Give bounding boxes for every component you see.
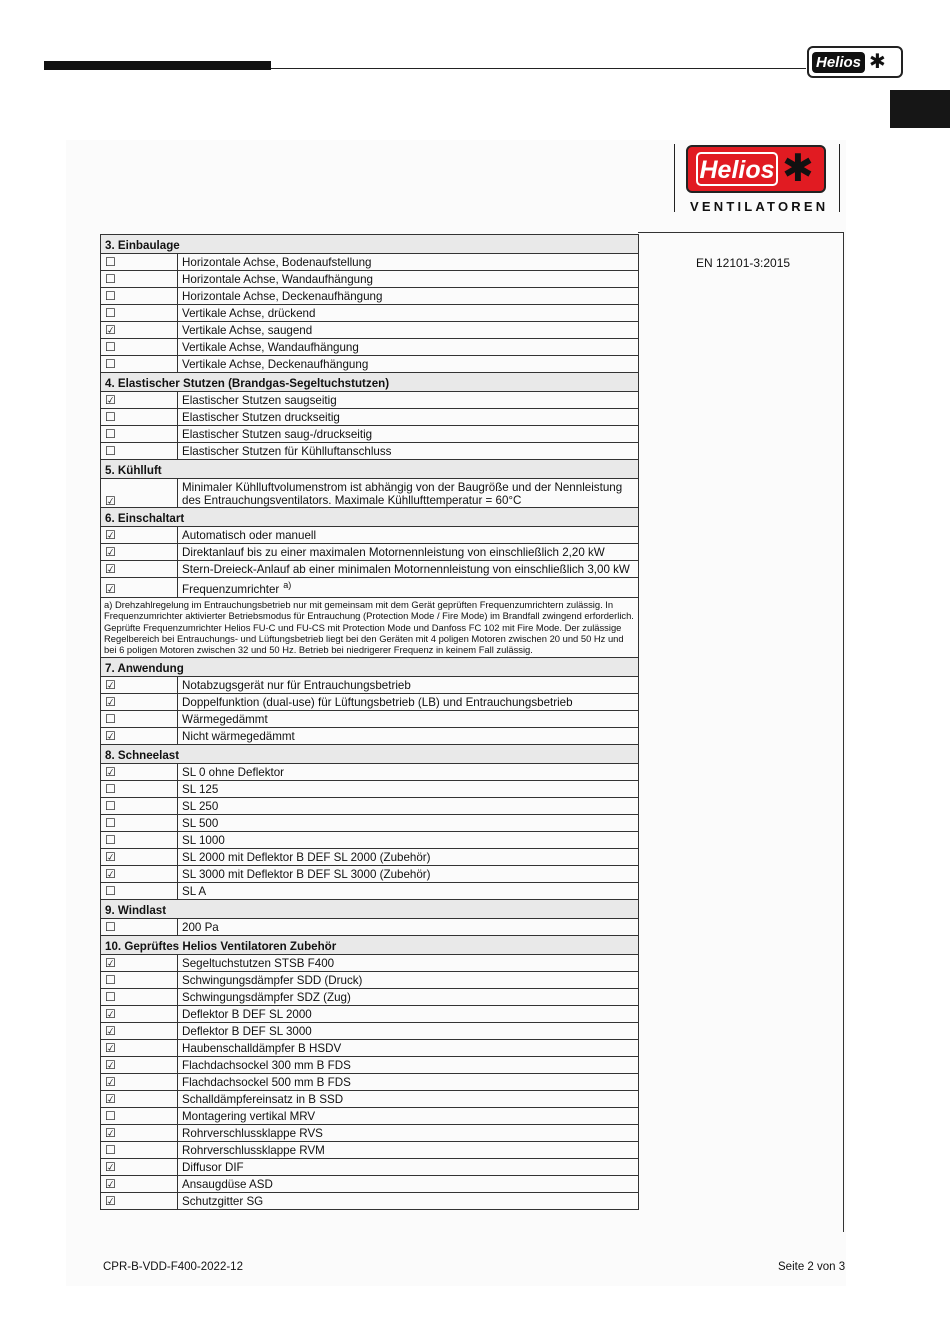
table-row (101, 1158, 639, 1175)
section-header (101, 744, 639, 763)
table-row (101, 288, 639, 305)
row-label (178, 727, 639, 744)
row-text: SL 125 (182, 782, 219, 796)
row-label (178, 797, 639, 814)
checkbox: ☐ (101, 254, 178, 271)
checkbox: ☐ (101, 814, 178, 831)
checkbox: ☐ (101, 971, 178, 988)
table-row (101, 763, 639, 780)
checkbox: ☐ (101, 339, 178, 356)
table-row (101, 693, 639, 710)
checkbox: ☐ (101, 288, 178, 305)
row-text: SL 1000 (182, 833, 225, 847)
checkbox: ☑ (101, 676, 178, 693)
row-label (178, 322, 639, 339)
document-id: CPR-B-VDD-F400-2022-12 (103, 1261, 243, 1273)
row-text: Schutzgitter SG (182, 1194, 264, 1208)
checkbox: ☑ (101, 392, 178, 409)
row-label (178, 479, 639, 508)
checkbox: ☑ (101, 527, 178, 544)
checkbox: ☑ (101, 1090, 178, 1107)
row-label (178, 578, 639, 598)
row-text: Horizontale Achse, Wandaufhängung (182, 273, 373, 286)
checkbox: ☑ (101, 1039, 178, 1056)
row-text: Deflektor B DEF SL 3000 (182, 1024, 312, 1038)
row-label (178, 676, 639, 693)
row-label (178, 1039, 639, 1056)
logo-subtitle: VENTILATOREN (690, 199, 829, 214)
row-label (178, 254, 639, 271)
section-title: 6. Einschaltart (101, 508, 639, 527)
section-header (101, 460, 639, 479)
checkbox: ☐ (101, 918, 178, 935)
table-row (101, 831, 639, 848)
checkbox: ☑ (101, 1056, 178, 1073)
table-row (101, 527, 639, 544)
table-row (101, 710, 639, 727)
table-row (101, 848, 639, 865)
checkbox: ☑ (101, 954, 178, 971)
section-title: 4. Elastischer Stutzen (Brandgas-Segeltuchstutzen) (101, 373, 639, 392)
row-text: SL A (182, 884, 207, 898)
row-text: Vertikale Achse, Deckenaufhängung (182, 358, 369, 371)
row-text: Segeltuchstutzen STSB F400 (182, 956, 335, 970)
fan-icon: ✱ (869, 51, 886, 73)
table-row (101, 814, 639, 831)
row-label (178, 848, 639, 865)
row-label (178, 710, 639, 727)
fan-icon: ✱ (782, 148, 814, 190)
table-row (101, 676, 639, 693)
row-text: Ansaugdüse ASD (182, 1177, 273, 1191)
table-row (101, 797, 639, 814)
row-label (178, 561, 639, 578)
checkbox: ☑ (101, 1175, 178, 1192)
table-row (101, 339, 639, 356)
row-label (178, 305, 639, 322)
table-row (101, 1192, 639, 1209)
section-header (101, 508, 639, 527)
checkbox: ☐ (101, 426, 178, 443)
row-text: SL 3000 mit Deflektor B DEF SL 3000 (Zubehör) (182, 867, 431, 881)
row-text: Montagering vertikal MRV (182, 1109, 316, 1123)
table-row (101, 1073, 639, 1090)
row-text: Stern-Dreieck-Anlauf ab einer minimalen Motornennleistung von einschließlich 3,00 kW (182, 563, 630, 576)
table-row (101, 988, 639, 1005)
row-text: Horizontale Achse, Bodenaufstellung (182, 256, 372, 269)
row-text: Direktanlauf bis zu einer maximalen Motornennleistung von einschließlich 2,20 kW (182, 546, 605, 559)
checkbox: ☑ (101, 1005, 178, 1022)
table-row (101, 561, 639, 578)
row-label (178, 1107, 639, 1124)
section-header (101, 935, 639, 954)
row-text: Nicht wärmegedämmt (182, 729, 295, 743)
section-title: 3. Einbaulage (101, 235, 639, 254)
checkbox: ☐ (101, 443, 178, 460)
checkbox: ☑ (101, 322, 178, 339)
row-text: Notabzugsgerät nur für Entrauchungsbetrieb (182, 678, 411, 692)
table-row (101, 544, 639, 561)
helios-header-logo (807, 46, 903, 78)
section-title: 7. Anwendung (101, 657, 639, 676)
row-label (178, 954, 639, 971)
table-row (101, 443, 639, 460)
row-text: 200 Pa (182, 920, 219, 934)
checkbox: ☐ (101, 305, 178, 322)
page-number: Seite 2 von 3 (778, 1261, 846, 1273)
logo-brand-text: Helios (696, 152, 778, 186)
table-row (101, 954, 639, 971)
checkbox: ☑ (101, 561, 178, 578)
checkbox: ☐ (101, 356, 178, 373)
row-label (178, 1192, 639, 1209)
checkbox: ☐ (101, 409, 178, 426)
checkbox: ☐ (101, 1141, 178, 1158)
specification-table (100, 234, 639, 1210)
row-label (178, 988, 639, 1005)
row-text: Haubenschalldämpfer B HSDV (182, 1041, 342, 1055)
section-title: 9. Windlast (101, 899, 639, 918)
checkbox: ☑ (101, 1022, 178, 1039)
table-row (101, 578, 639, 598)
table-row (101, 426, 639, 443)
header-rule-thick (44, 61, 271, 70)
checkbox: ☑ (101, 865, 178, 882)
table-row (101, 1022, 639, 1039)
footnote-marker: a) (283, 580, 292, 590)
table-row (101, 727, 639, 744)
table-row (101, 392, 639, 409)
row-text: Schalldämpfereinsatz in B SSD (182, 1092, 344, 1106)
row-text: Elastischer Stutzen für Kühlluftanschluss (182, 445, 392, 458)
checkbox: ☑ (101, 1124, 178, 1141)
checkbox: ☑ (101, 544, 178, 561)
section-header (101, 373, 639, 392)
helios-ventilatoren-logo (674, 144, 840, 214)
helios-header-logo-text: Helios (812, 52, 865, 73)
checkbox: ☑ (101, 727, 178, 744)
section-title: 8. Schneelast (101, 744, 639, 763)
row-text: Frequenzumrichter (182, 582, 280, 596)
table-row (101, 1090, 639, 1107)
right-column-top-border (638, 232, 843, 233)
table-row (101, 1039, 639, 1056)
row-label (178, 1158, 639, 1175)
checkbox: ☑ (101, 1073, 178, 1090)
checkbox: ☑ (101, 693, 178, 710)
checkbox: ☐ (101, 988, 178, 1005)
row-label (178, 271, 639, 288)
row-label (178, 1175, 639, 1192)
row-label (178, 544, 639, 561)
row-text: Horizontale Achse, Deckenaufhängung (182, 290, 383, 303)
checkbox: ☑ (101, 763, 178, 780)
table-row (101, 971, 639, 988)
row-text: Elastischer Stutzen druckseitig (182, 411, 340, 424)
row-label (178, 1090, 639, 1107)
table-row (101, 918, 639, 935)
checkbox: ☑ (101, 578, 178, 598)
footnote-text: a) Drehzahlregelung im Entrauchungsbetrieb nur mit gemeinsam mit dem Gerät geprüften Frequenzumrichtern zulässig. In Frequenzumrichter aktivierter Betriebsmodus für Entrauchung (Protection Mode / Fire Mode) im Brandfall zwingend erforderlich. Geprüfte Frequenzumrichter Helios FU-C und FU-CS mit Protection Mode und Danfoss FC 102 mit Fire Mode. Der zulässige Regelbereich bei Entrauchungs- und Lüftungsbetrieb liegt bei den Geräten mit 4 poligen Motoren zwischen 20 und 50 Hz und bei 6 poligen Motoren zwischen 32 und 50 Hz. Betrieb bei niedrigerer Frequenz in keinem Fall zulässig. (101, 597, 639, 657)
row-text: SL 2000 mit Deflektor B DEF SL 2000 (Zubehör) (182, 850, 431, 864)
row-label (178, 882, 639, 899)
row-label (178, 392, 639, 409)
row-text: Deflektor B DEF SL 2000 (182, 1007, 312, 1021)
row-text: SL 250 (182, 799, 219, 813)
table-row (101, 865, 639, 882)
row-text: Elastischer Stutzen saug-/druckseitig (182, 428, 373, 441)
row-label (178, 1141, 639, 1158)
row-label (178, 1005, 639, 1022)
row-label (178, 527, 639, 544)
row-label (178, 865, 639, 882)
table-row (101, 1124, 639, 1141)
section-title: 10. Geprüftes Helios Ventilatoren Zubehör (101, 935, 639, 954)
row-label (178, 780, 639, 797)
table-row (101, 882, 639, 899)
checkbox: ☐ (101, 797, 178, 814)
checkbox: ☐ (101, 780, 178, 797)
row-label (178, 918, 639, 935)
checkbox: ☐ (101, 710, 178, 727)
right-column-border (843, 232, 844, 1232)
row-label (178, 426, 639, 443)
row-label (178, 409, 639, 426)
row-text: SL 0 ohne Deflektor (182, 765, 285, 779)
row-text: Flachdachsockel 500 mm B FDS (182, 1075, 351, 1089)
row-label (178, 288, 639, 305)
row-label (178, 1022, 639, 1039)
section-header (101, 235, 639, 254)
table-row (101, 356, 639, 373)
checkbox: ☑ (101, 479, 178, 508)
row-label (178, 814, 639, 831)
row-label (178, 339, 639, 356)
table-row (101, 780, 639, 797)
row-text: Schwingungsdämpfer SDD (Druck) (182, 973, 363, 987)
row-text: Rohrverschlussklappe RVS (182, 1126, 323, 1140)
checkbox: ☐ (101, 882, 178, 899)
section-title: 5. Kühlluft (101, 460, 639, 479)
row-label (178, 1124, 639, 1141)
row-text: Elastischer Stutzen saugseitig (182, 394, 337, 407)
table-row (101, 1107, 639, 1124)
row-text: Vertikale Achse, drückend (182, 307, 316, 320)
table-row (101, 271, 639, 288)
checkbox: ☑ (101, 848, 178, 865)
norm-reference: EN 12101-3:2015 (696, 256, 791, 270)
row-label (178, 356, 639, 373)
row-text: Automatisch oder manuell (182, 529, 317, 542)
row-label (178, 971, 639, 988)
checkbox: ☐ (101, 1107, 178, 1124)
table-row (101, 254, 639, 271)
row-text: SL 500 (182, 816, 219, 830)
row-text: Wärmegedämmt (182, 712, 268, 726)
chapter-tab (890, 90, 950, 128)
row-text: Vertikale Achse, saugend (182, 324, 313, 337)
row-text: Diffusor DIF (182, 1160, 244, 1174)
header-rule-thin (271, 68, 806, 69)
row-label (178, 1073, 639, 1090)
table-row (101, 1141, 639, 1158)
checkbox: ☑ (101, 1158, 178, 1175)
row-text: Rohrverschlussklappe RVM (182, 1143, 325, 1157)
table-row (101, 409, 639, 426)
table-row (101, 1056, 639, 1073)
row-text: Vertikale Achse, Wandaufhängung (182, 341, 359, 354)
row-label (178, 831, 639, 848)
section-header (101, 899, 639, 918)
footnote-row (101, 597, 639, 657)
table-row (101, 479, 639, 508)
checkbox: ☐ (101, 271, 178, 288)
table-row (101, 1005, 639, 1022)
row-label (178, 693, 639, 710)
row-text: Schwingungsdämpfer SDZ (Zug) (182, 990, 351, 1004)
row-text: Minimaler Kühlluftvolumenstrom ist abhängig von der Baugröße und der Nennleistung des Entrauchungsventilators. Maximale Kühllufttemperatur = 60°C (182, 481, 623, 507)
table-row (101, 1175, 639, 1192)
checkbox: ☑ (101, 1192, 178, 1209)
table-row (101, 305, 639, 322)
section-header (101, 657, 639, 676)
row-label (178, 443, 639, 460)
row-label (178, 1056, 639, 1073)
row-text: Flachdachsockel 300 mm B FDS (182, 1058, 351, 1072)
checkbox: ☐ (101, 831, 178, 848)
row-label (178, 763, 639, 780)
table-row (101, 322, 639, 339)
row-text: Doppelfunktion (dual-use) für Lüftungsbetrieb (LB) und Entrauchungsbetrieb (182, 695, 573, 709)
